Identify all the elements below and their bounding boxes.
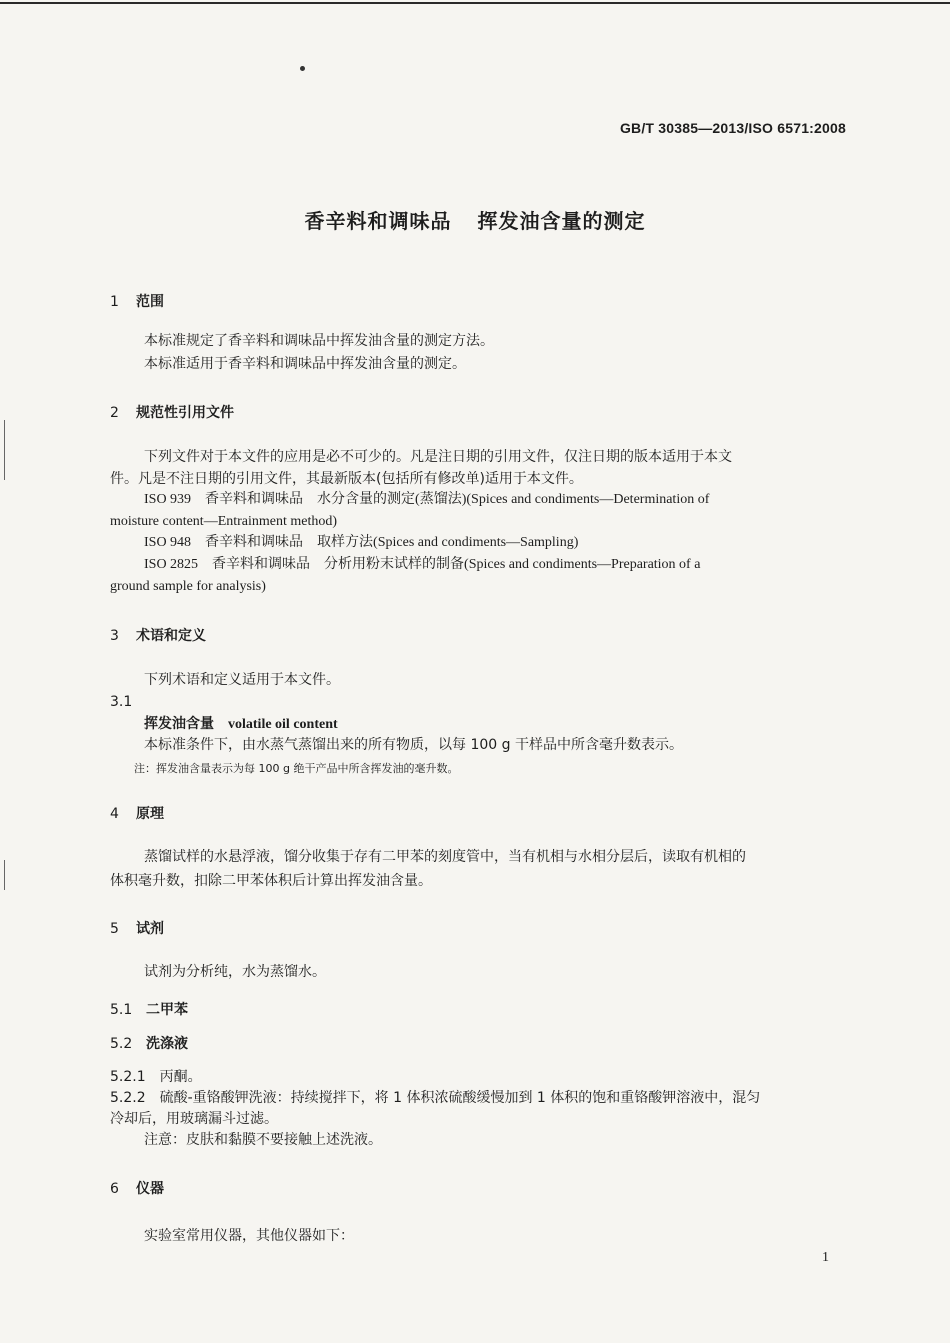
reference-iso939-line-2: moisture content—Entrainment method) xyxy=(110,514,338,529)
caution-note: 注意：皮肤和黏膜不要接触上述洗液。 xyxy=(144,1132,382,1148)
section-heading-5: 5 试剂 xyxy=(110,921,164,937)
reagents-intro: 试剂为分析纯，水为蒸馏水。 xyxy=(144,964,326,980)
principle-line-2: 体积毫升数，扣除二甲苯体积后计算出挥发油含量。 xyxy=(110,873,432,889)
section-heading-3: 3 术语和定义 xyxy=(110,628,206,644)
reference-iso939-line-1: ISO 939 香辛料和调味品 水分含量的测定(蒸馏法)(Spices and condiments—Determination of xyxy=(144,492,710,507)
normative-intro-line-2: 件。凡是不注日期的引用文件，其最新版本(包括所有修改单)适用于本文件。 xyxy=(110,471,583,487)
term-number: 3.1 xyxy=(110,694,133,710)
margin-mark xyxy=(4,420,5,480)
scan-speck xyxy=(300,66,305,71)
section-heading-1: 1 范围 xyxy=(110,294,164,310)
section-heading-2: 2 规范性引用文件 xyxy=(110,405,234,421)
section-heading-6: 6 仪器 xyxy=(110,1181,164,1197)
section-heading-4: 4 原理 xyxy=(110,806,164,822)
item-5-2-2-line-2: 冷却后，用玻璃漏斗过滤。 xyxy=(110,1111,278,1127)
margin-mark xyxy=(4,860,5,890)
scope-paragraph-2: 本标准适用于香辛料和调味品中挥发油含量的测定。 xyxy=(144,356,466,372)
subsection-5-1: 5.1 二甲苯 xyxy=(110,1002,188,1018)
top-rule xyxy=(0,2,950,4)
reference-iso2825-line-1: ISO 2825 香辛料和调味品 分析用粉末试样的制备(Spices and condiments—Preparation of a xyxy=(144,557,701,572)
term-chinese: 挥发油含量 xyxy=(144,716,214,732)
page-number: 1 xyxy=(822,1250,829,1265)
normative-intro-line-1: 下列文件对于本文件的应用是必不可少的。凡是注日期的引用文件，仅注日期的版本适用于本文 xyxy=(144,449,732,465)
term-note: 注：挥发油含量表示为每 100 g 绝干产品中所含挥发油的毫升数。 xyxy=(134,762,459,775)
title-part-1: 香辛料和调味品 xyxy=(304,209,452,233)
reference-iso2825-line-2: ground sample for analysis) xyxy=(110,579,266,594)
principle-line-1: 蒸馏试样的水悬浮液，馏分收集于存有二甲苯的刻度管中，当有机相与水相分层后，读取有机相的 xyxy=(144,849,746,865)
apparatus-intro: 实验室常用仪器，其他仪器如下： xyxy=(144,1228,354,1244)
reference-iso948: ISO 948 香辛料和调味品 取样方法(Spices and condiments—Sampling) xyxy=(144,535,579,550)
term-entry xyxy=(144,713,338,736)
standard-number: GB/T 30385—2013/ISO 6571:2008 xyxy=(619,120,846,136)
term-definition: 本标准条件下，由水蒸气蒸馏出来的所有物质，以每 100 g 干样品中所含毫升数表示。 xyxy=(144,737,683,753)
terms-intro: 下列术语和定义适用于本文件。 xyxy=(144,672,340,688)
item-5-2-2-line-1: 5.2.2 硫酸-重铬酸钾洗液：持续搅拌下，将 1 体积浓硫酸缓慢加到 1 体积的饱和重铬酸钾溶液中，混匀 xyxy=(110,1090,761,1106)
title-part-2: 挥发油含量的测定 xyxy=(477,209,646,233)
term-english: volatile oil content xyxy=(228,717,338,732)
document-title xyxy=(0,205,950,234)
scope-paragraph-1: 本标准规定了香辛料和调味品中挥发油含量的测定方法。 xyxy=(144,333,494,349)
subsection-5-2: 5.2 洗涤液 xyxy=(110,1036,188,1052)
item-5-2-1: 5.2.1 丙酮。 xyxy=(110,1069,202,1085)
